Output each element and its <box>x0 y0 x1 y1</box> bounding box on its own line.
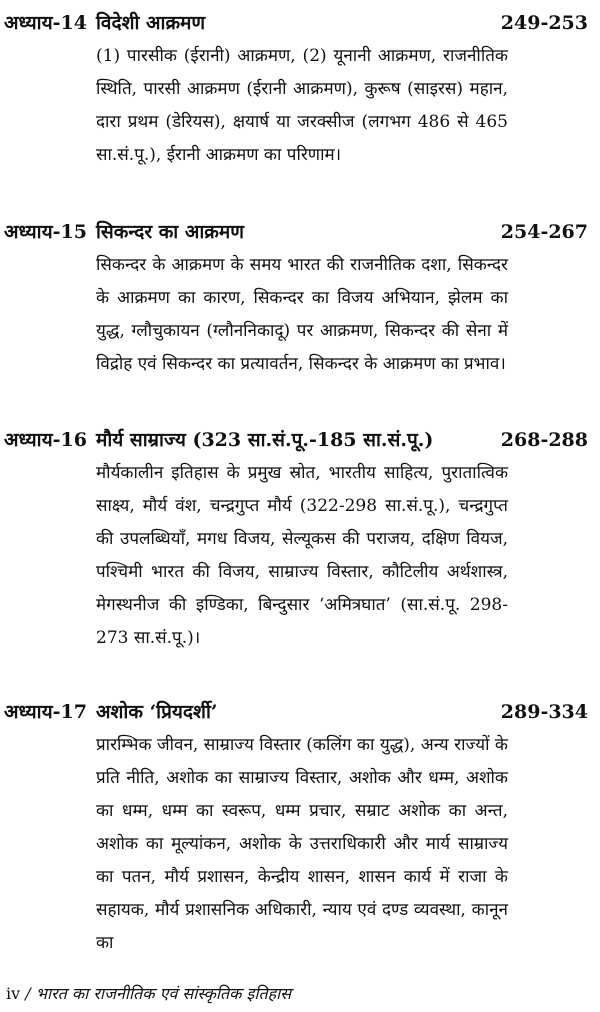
chapter-heading <box>0 8 600 38</box>
chapter-heading <box>0 217 600 247</box>
chapter-number: अध्याय-17 <box>4 701 87 723</box>
chapter-page-range: 289-334 <box>500 701 588 723</box>
chapter-topics: (1) पारसीक (ईरानी) आक्रमण, (2) यूनानी आक्रमण, राजनीतिक स्थिति, पारसी आक्रमण (ईरानी आक्रमण), कुरूष (साइरस) महान, दारा प्रथम (डेरियस), क्षयार्ष या जरक्सीज (लगभग 486 से 465 सा.सं.पू.), ईरानी आक्रमण का परिणाम। <box>96 46 508 165</box>
chapter-entry <box>0 8 600 172</box>
chapter-topics: प्रारम्भिक जीवन, साम्राज्य विस्तार (कलिंग का युद्ध), अन्य राज्यों के प्रति नीति, अशोक का साम्राज्य विस्तार, अशोक और धम्म, अशोक का धम्म, धम्म का स्वरूप, धम्म प्रचार, सम्राट अशोक का अन्त, अशोक का मूल्यांकन, अशोक के उत्तराधिकारी और मार्य साम्राज्य का पतन, मौर्य प्रशासन, केन्द्रीय शासन, शासन कार्य में राजा के सहायक, मौर्य प्रशासनिक अधिकारी, न्याय एवं दण्ड व्यवस्था, कानून का <box>96 735 508 953</box>
chapter-topics: सिकन्दर के आक्रमण के समय भारत की राजनीतिक दशा, सिकन्दर के आक्रमण का कारण, सिकन्दर का विजय अभियान, झेलम का युद्ध, ग्लौचुकायन (ग्लौननिकादू) पर आक्रमण, सिकन्दर की सेना में विद्रोह एवं सिकन्दर का प्रत्यावर्तन, सिकन्दर के आक्रमण का प्रभाव। <box>96 255 508 374</box>
chapter-title: विदेशी आक्रमण <box>96 12 206 34</box>
chapter-heading <box>0 697 600 727</box>
chapter-page-range: 249-253 <box>500 12 588 34</box>
chapter-title: सिकन्दर का आक्रमण <box>96 221 244 243</box>
footer-separator: / <box>20 984 36 1003</box>
chapter-number: अध्याय-14 <box>4 12 87 34</box>
chapter-number: अध्याय-15 <box>4 221 87 243</box>
chapter-entry <box>0 697 600 960</box>
chapter-entry <box>0 425 600 655</box>
chapter-number: अध्याय-16 <box>4 429 87 451</box>
chapter-topics: मौर्यकालीन इतिहास के प्रमुख स्रोत, भारतीय साहित्य, पुरातात्विक साक्ष्य, मौर्य वंश, चन्द्रगुप्त मौर्य (322-298 सा.सं.पू.), चन्द्रगुप्त की उपलब्धियाँ, मगध विजय, सेल्यूकस की पराजय, दक्षिण वियज, पश्चिमी भारत की विजय, साम्राज्य विस्तार, कौटिलीय अर्थशास्त्र, मेगस्थनीज की इण्डिका, बिन्दुसार ‘अमित्रघात’ (सा.सं.पू. 298-273 सा.सं.पू.)। <box>96 463 508 648</box>
chapter-entry <box>0 217 600 381</box>
page-number: iv <box>6 984 21 1003</box>
chapter-heading <box>0 425 600 455</box>
chapter-page-range: 268-288 <box>500 429 588 451</box>
chapter-title: मौर्य साम्राज्य (323 सा.सं.पू.-185 सा.सं.पू.) <box>96 429 434 451</box>
page-footer <box>6 982 291 1006</box>
chapter-page-range: 254-267 <box>500 221 588 243</box>
running-title: भारत का राजनीतिक एवं सांस्कृतिक इतिहास <box>35 984 292 1003</box>
chapter-title: अशोक ‘प्रियदर्शी’ <box>96 701 218 723</box>
